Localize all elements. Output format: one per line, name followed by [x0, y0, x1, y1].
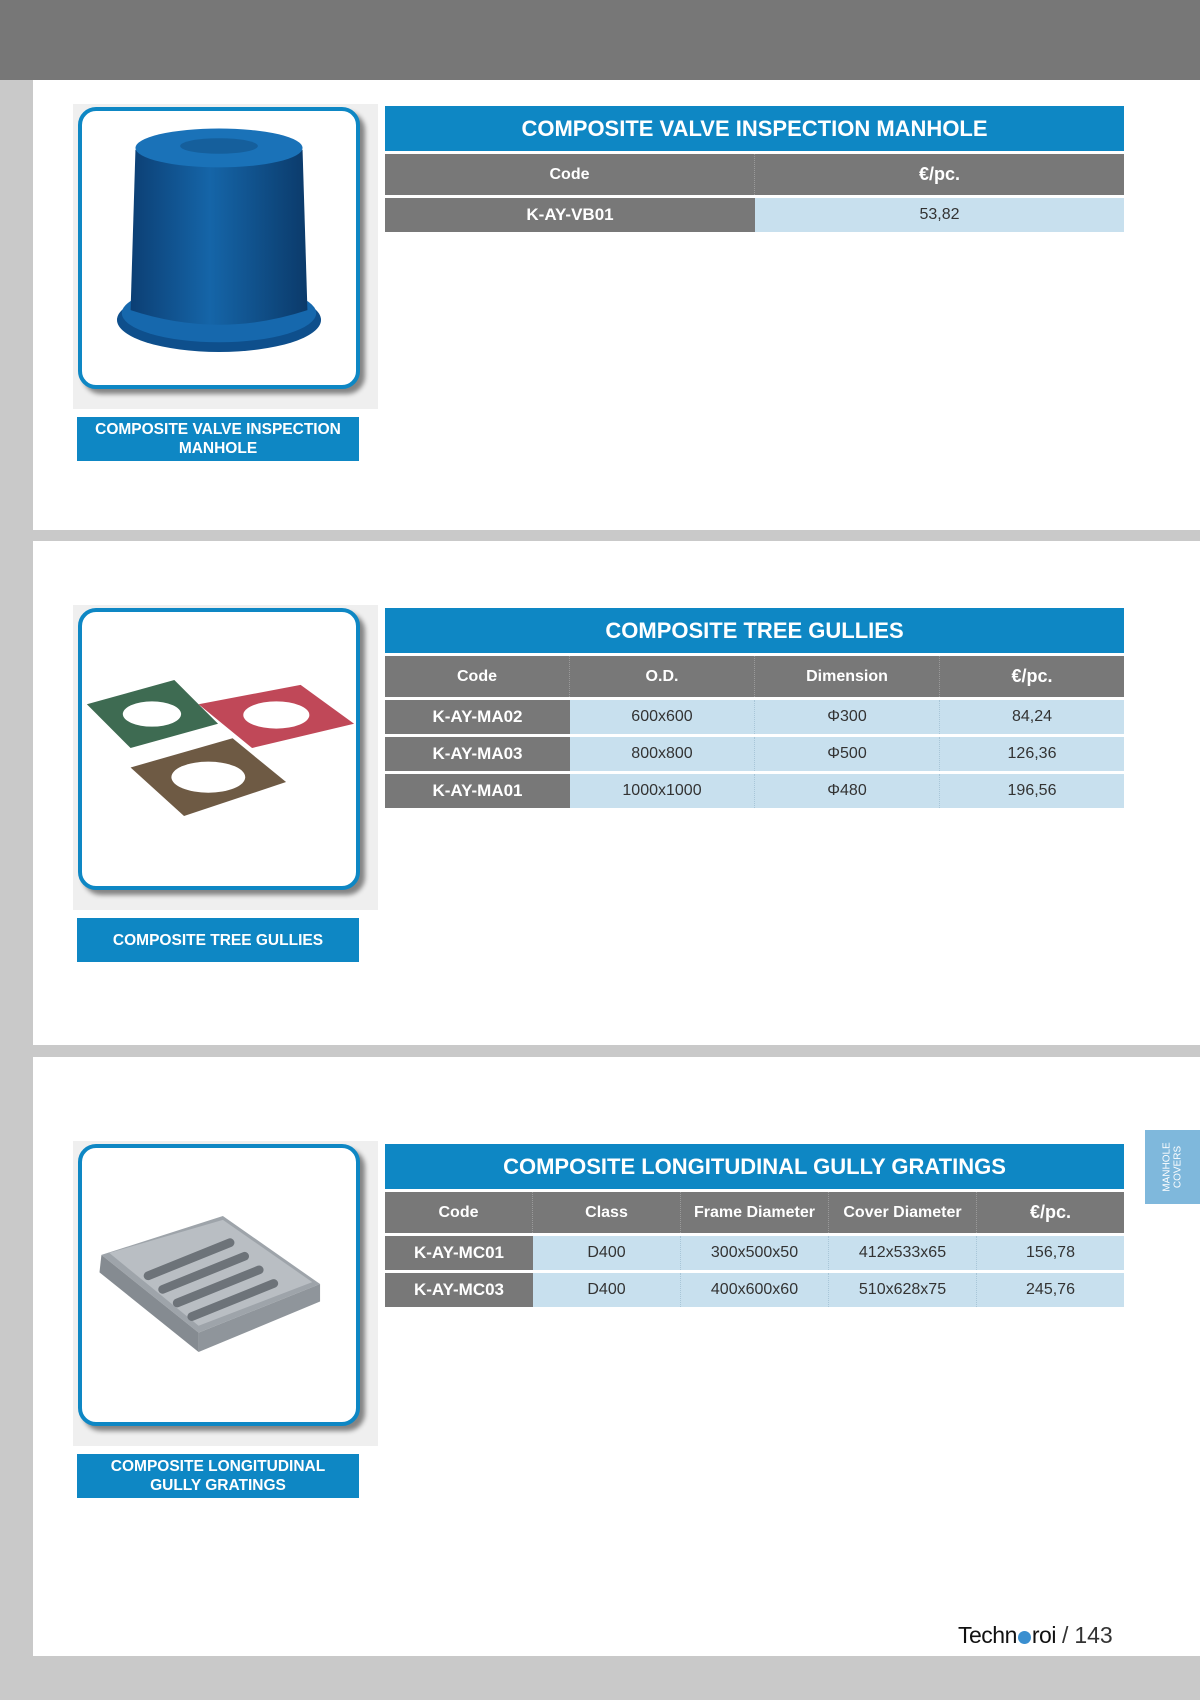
- brand-logo: [958, 1622, 1056, 1649]
- top-band: [0, 0, 1200, 80]
- row-cover-diameter: 510x628x75: [829, 1273, 977, 1307]
- row-od: 1000x1000: [570, 774, 755, 808]
- table-header-row: [385, 154, 1124, 195]
- row-code: K-AY-MC03: [385, 1273, 533, 1307]
- brand-text-end: roi: [1031, 1622, 1056, 1648]
- product-caption: COMPOSITE LONGITUDINAL GULLY GRATINGS: [77, 1454, 359, 1498]
- row-dimension: Φ500: [755, 737, 940, 771]
- tree-gullies-illustration: [82, 612, 356, 886]
- side-tab-text: [1161, 1142, 1183, 1191]
- header-price: €/pc.: [1029, 1202, 1072, 1222]
- header-frame-diameter: Frame Diameter: [681, 1192, 829, 1233]
- header-cover-diameter: Cover Diameter: [829, 1192, 977, 1233]
- header-code: Code: [385, 656, 570, 697]
- product-photo: [73, 605, 378, 910]
- page-separator: /: [1061, 1622, 1069, 1648]
- row-dimension: Φ480: [755, 774, 940, 808]
- brand-text-start: Techn: [958, 1622, 1017, 1648]
- row-price: 156,78: [977, 1236, 1124, 1270]
- table-header-row: [385, 1192, 1124, 1233]
- photo-frame: [78, 1144, 360, 1426]
- page-number: 143: [1074, 1622, 1113, 1648]
- table-row: [385, 700, 1124, 734]
- product-caption: COMPOSITE TREE GULLIES: [77, 918, 359, 962]
- header-price: €/pc.: [918, 164, 961, 184]
- table-row: [385, 774, 1124, 808]
- row-code: K-AY-MA03: [385, 737, 570, 771]
- row-price: 196,56: [940, 774, 1124, 808]
- table-title: COMPOSITE TREE GULLIES: [385, 608, 1124, 653]
- row-code: K-AY-VB01: [385, 198, 755, 232]
- header-code: Code: [385, 1192, 533, 1233]
- table-row: [385, 737, 1124, 771]
- table-header-row: [385, 656, 1124, 697]
- row-frame-diameter: 300x500x50: [681, 1236, 829, 1270]
- table-title: COMPOSITE LONGITUDINAL GULLY GRATINGS: [385, 1144, 1124, 1189]
- gully-grating-illustration: [82, 1148, 356, 1422]
- product-photo: [73, 104, 378, 409]
- price-table: [385, 608, 1124, 808]
- row-cover-diameter: 412x533x65: [829, 1236, 977, 1270]
- row-code: K-AY-MC01: [385, 1236, 533, 1270]
- header-code: Code: [385, 154, 755, 195]
- row-price: 53,82: [755, 198, 1124, 232]
- table-row: [385, 1236, 1124, 1270]
- row-class: D400: [533, 1273, 681, 1307]
- table-title: COMPOSITE VALVE INSPECTION MANHOLE: [385, 106, 1124, 151]
- row-od: 800x800: [570, 737, 755, 771]
- table-row: [385, 1273, 1124, 1307]
- page-footer: [958, 1622, 1113, 1652]
- row-class: D400: [533, 1236, 681, 1270]
- photo-frame: [78, 608, 360, 890]
- section-gully-gratings: [33, 1057, 1200, 1656]
- header-dimension: Dimension: [755, 656, 940, 697]
- product-caption: COMPOSITE VALVE INSPECTION MANHOLE: [77, 417, 359, 461]
- price-table: [385, 1144, 1124, 1307]
- header-price: €/pc.: [1011, 666, 1053, 686]
- side-tab-line1: MANHOLE: [1161, 1142, 1173, 1192]
- row-price: 84,24: [940, 700, 1124, 734]
- bottom-band: [0, 1656, 1200, 1700]
- section-tree-gullies: [33, 541, 1200, 1045]
- photo-frame: [78, 107, 360, 389]
- brand-dot-icon: [1018, 1631, 1031, 1644]
- side-tab-line2: COVERS: [1172, 1145, 1184, 1189]
- row-code: K-AY-MA01: [385, 774, 570, 808]
- row-price: 126,36: [940, 737, 1124, 771]
- row-frame-diameter: 400x600x60: [681, 1273, 829, 1307]
- row-price: 245,76: [977, 1273, 1124, 1307]
- row-od: 600x600: [570, 700, 755, 734]
- header-od: O.D.: [570, 656, 755, 697]
- price-table: [385, 106, 1124, 232]
- row-code: K-AY-MA02: [385, 700, 570, 734]
- left-rail: [0, 80, 33, 1700]
- section-valve-manhole: [33, 80, 1200, 530]
- row-dimension: Φ300: [755, 700, 940, 734]
- valve-manhole-illustration: [82, 111, 356, 385]
- table-row: [385, 198, 1124, 232]
- section-side-tab: [1145, 1130, 1200, 1204]
- header-class: Class: [533, 1192, 681, 1233]
- product-photo: [73, 1141, 378, 1446]
